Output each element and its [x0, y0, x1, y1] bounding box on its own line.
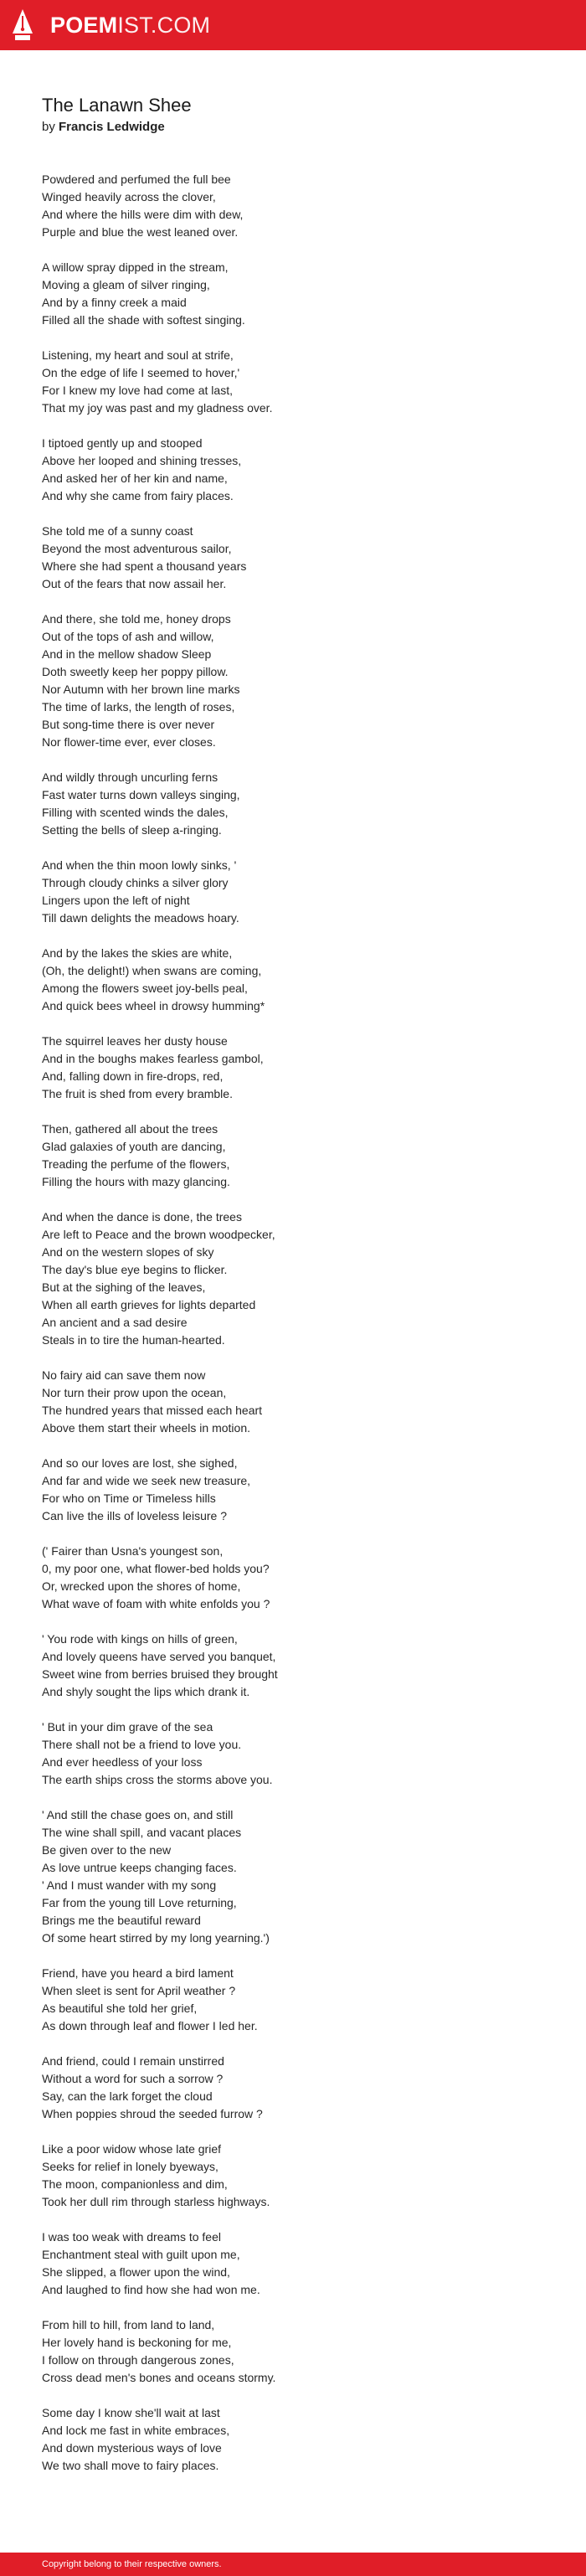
poem-line: That my joy was past and my gladness over.: [42, 401, 273, 415]
stanza: [42, 1033, 561, 1103]
poem-line: ' And I must wander with my song: [42, 1878, 217, 1892]
poem-line: Then, gathered all about the trees: [42, 1122, 218, 1136]
poem-line: She told me of a sunny coast: [42, 524, 193, 538]
poem-line: Powdered and perfumed the full bee: [42, 173, 231, 186]
poem-line: The time of larks, the length of roses,: [42, 700, 235, 714]
stanza: [42, 259, 561, 329]
stanza: [42, 2316, 561, 2387]
stanza: [42, 1543, 561, 1613]
poem-line: And, falling down in fire-drops, red,: [42, 1069, 224, 1083]
poem-line: Say, can the lark forget the cloud: [42, 2089, 213, 2103]
poem-line: And asked her of her kin and name,: [42, 471, 228, 485]
poem-line: Be given over to the new: [42, 1843, 172, 1857]
poem-line: And by the lakes the skies are white,: [42, 946, 233, 960]
poem-line: The fruit is shed from every bramble.: [42, 1087, 233, 1100]
byline: [42, 119, 561, 136]
poem-line: When sleet is sent for April weather ?: [42, 1984, 236, 1997]
poem-line: Her lovely hand is beckoning for me,: [42, 2336, 232, 2349]
poem-line: Beyond the most adventurous sailor,: [42, 542, 232, 555]
poem-line: And so our loves are lost, she sighed,: [42, 1456, 238, 1470]
poem-line: There shall not be a friend to love you.: [42, 1738, 242, 1751]
poem-line: Till dawn delights the meadows hoary.: [42, 911, 239, 925]
stanza: [42, 611, 561, 751]
stanza: [42, 2404, 561, 2475]
poem-line: And when the thin moon lowly sinks, ': [42, 858, 237, 872]
poem-line: For I knew my love had come at last,: [42, 384, 233, 397]
brand-light: IST.COM: [117, 13, 211, 38]
poem-line: And lock me fast in white embraces,: [42, 2424, 230, 2437]
poem-line: Treading the perfume of the flowers,: [42, 1157, 230, 1171]
poem-line: ' But in your dim grave of the sea: [42, 1720, 213, 1734]
poem-line: Among the flowers sweet joy-bells peal,: [42, 981, 248, 995]
poem-line: When all earth grieves for lights departed: [42, 1298, 256, 1311]
poem-line: And in the mellow shadow Sleep: [42, 647, 212, 661]
poem-line: Nor flower-time ever, ever closes.: [42, 735, 216, 749]
poem-line: Cross dead men's bones and oceans stormy.: [42, 2371, 276, 2384]
poem-content: [42, 94, 561, 2492]
poem-line: Fast water turns down valleys singing,: [42, 788, 240, 801]
poem-line: We two shall move to fairy places.: [42, 2459, 219, 2472]
poem-line: Setting the bells of sleep a-ringing.: [42, 823, 222, 837]
stanza: [42, 1718, 561, 1789]
poem-line: And down mysterious ways of love: [42, 2441, 222, 2455]
poem-line: And on the western slopes of sky: [42, 1245, 214, 1259]
poem-line: And far and wide we seek new treasure,: [42, 1474, 251, 1487]
poem-line: Nor Autumn with her brown line marks: [42, 683, 240, 696]
stanza: [42, 1631, 561, 1701]
poem-line: And ever heedless of your loss: [42, 1755, 203, 1769]
poem-line: The day's blue eye begins to flicker.: [42, 1263, 228, 1276]
stanza: [42, 347, 561, 417]
poem-line: Out of the tops of ash and willow,: [42, 630, 214, 643]
stanza: [42, 857, 561, 927]
stanza: [42, 2053, 561, 2123]
poem-line: Like a poor widow whose late grief: [42, 2142, 222, 2156]
stanza: [42, 1455, 561, 1525]
stanza: [42, 2228, 561, 2299]
stanza: [42, 1965, 561, 2035]
author-link[interactable]: Francis Ledwidge: [59, 120, 165, 134]
poem-line: Are left to Peace and the brown woodpecker,: [42, 1228, 275, 1241]
poem-line: Brings me the beautiful reward: [42, 1914, 201, 1927]
stanza: [42, 1806, 561, 1947]
stanza: [42, 171, 561, 241]
poem-line: And quick bees wheel in drowsy humming*: [42, 999, 265, 1012]
stanza: [42, 435, 561, 505]
poem-line: Doth sweetly keep her poppy pillow.: [42, 665, 229, 678]
poem-line: Nor turn their prow upon the ocean,: [42, 1386, 227, 1399]
poem-line: Can live the ills of loveless leisure ?: [42, 1509, 227, 1522]
poem-line: Seeks for relief in lonely byeways,: [42, 2160, 218, 2173]
site-logo-link[interactable]: [50, 12, 210, 39]
poem-line: Filling with scented winds the dales,: [42, 806, 229, 819]
poem-line: Glad galaxies of youth are dancing,: [42, 1140, 226, 1153]
poem-line: Friend, have you heard a bird lament: [42, 1966, 234, 1980]
poem-line: Winged heavily across the clover,: [42, 190, 216, 204]
site-header: [0, 0, 586, 50]
poem-line: And when the dance is done, the trees: [42, 1210, 242, 1224]
poem-line: Above her looped and shining tresses,: [42, 454, 242, 467]
poem-line: The hundred years that missed each heart: [42, 1404, 263, 1417]
poem-line: And where the hills were dim with dew,: [42, 208, 244, 221]
poem-line: As down through leaf and flower I led her.: [42, 2019, 258, 2032]
poem-line: But at the sighing of the leaves,: [42, 1280, 206, 1294]
copyright-text: Copyright belong to their respective owners.: [42, 2559, 222, 2569]
poem-line: A willow spray dipped in the stream,: [42, 260, 229, 274]
poem-line: She slipped, a flower upon the wind,: [42, 2265, 230, 2279]
poem-line: From hill to hill, from land to land,: [42, 2318, 215, 2331]
poem-line: Purple and blue the west leaned over.: [42, 225, 239, 239]
poem-line: On the edge of life I seemed to hover,': [42, 366, 240, 379]
poem-line: And lovely queens have served you banquet,: [42, 1650, 276, 1663]
by-prefix: by: [42, 120, 55, 134]
poem-line: Filled all the shade with softest singing.: [42, 313, 245, 327]
poem-line: The moon, companionless and dim,: [42, 2177, 228, 2191]
poem-line: Or, wrecked upon the shores of home,: [42, 1579, 241, 1593]
poem-line: Through cloudy chinks a silver glory: [42, 876, 229, 889]
pen-nib-icon[interactable]: [12, 8, 33, 42]
poem-line: I tiptoed gently up and stooped: [42, 436, 203, 450]
poem-line: Took her dull rim through starless highways.: [42, 2195, 270, 2208]
poem-line: And why she came from fairy places.: [42, 489, 234, 502]
poem-line: Out of the fears that now assail her.: [42, 577, 227, 590]
poem-line: Some day I know she'll wait at last: [42, 2406, 220, 2419]
stanza: [42, 1367, 561, 1437]
poem-line: And shyly sought the lips which drank it.: [42, 1685, 250, 1698]
stanza: [42, 769, 561, 839]
poem-line: Listening, my heart and soul at strife,: [42, 348, 234, 362]
poem-line: Sweet wine from berries bruised they brought: [42, 1667, 278, 1681]
poem-line: And laughed to find how she had won me.: [42, 2283, 260, 2296]
poem-line: Above them start their wheels in motion.: [42, 1421, 251, 1435]
poem-line: Without a word for such a sorrow ?: [42, 2072, 224, 2085]
stanza: [42, 1121, 561, 1191]
poem-line: As beautiful she told her grief,: [42, 2002, 198, 2015]
poem-title: The Lanawn Shee: [42, 95, 192, 116]
poem-line: And friend, could I remain unstirred: [42, 2054, 224, 2068]
poem-line: And wildly through uncurling ferns: [42, 770, 218, 784]
poem-line: And in the boughs makes fearless gambol,: [42, 1052, 264, 1065]
poem-line: And by a finny creek a maid: [42, 296, 187, 309]
stanza: [42, 945, 561, 1015]
poem-line: ' You rode with kings on hills of green,: [42, 1632, 238, 1646]
poem-line: I follow on through dangerous zones,: [42, 2353, 234, 2367]
poem-line: An ancient and a sad desire: [42, 1316, 188, 1329]
stanza: [42, 2141, 561, 2211]
poem-line: (Oh, the delight!) when swans are coming,: [42, 964, 262, 977]
poem-line: Where she had spent a thousand years: [42, 559, 247, 573]
poem-line: 0, my poor one, what flower-bed holds you?: [42, 1562, 270, 1575]
poem-line: No fairy aid can save them now: [42, 1368, 206, 1382]
poem-line: As love untrue keeps changing faces.: [42, 1861, 237, 1874]
poem-line: (' Fairer than Usna's youngest son,: [42, 1544, 224, 1558]
poem-line: And there, she told me, honey drops: [42, 612, 231, 626]
poem-line: Enchantment steal with guilt upon me,: [42, 2248, 240, 2261]
poem-line: ' And still the chase goes on, and still: [42, 1808, 234, 1821]
poem-line: What wave of foam with white enfolds you ?: [42, 1597, 270, 1610]
stanza: [42, 1208, 561, 1349]
poem-line: Filling the hours with mazy glancing.: [42, 1175, 230, 1188]
poem-line: Far from the young till Love returning,: [42, 1896, 237, 1909]
poem-line: I was too weak with dreams to feel: [42, 2230, 221, 2244]
poem-line: The earth ships cross the storms above you.: [42, 1773, 273, 1786]
poem-line: When poppies shroud the seeded furrow ?: [42, 2107, 263, 2120]
poem-line: Of some heart stirred by my long yearning.'): [42, 1931, 270, 1945]
poem-line: The wine shall spill, and vacant places: [42, 1826, 242, 1839]
poem-line: But song-time there is over never: [42, 718, 215, 731]
poem-line: For who on Time or Timeless hills: [42, 1492, 216, 1505]
poem-line: The squirrel leaves her dusty house: [42, 1034, 228, 1048]
poem-body: [42, 171, 561, 2475]
poem-line: Steals in to tire the human-hearted.: [42, 1333, 225, 1347]
stanza: [42, 523, 561, 593]
site-footer: [0, 2553, 586, 2576]
poem-line: Lingers upon the left of night: [42, 894, 190, 907]
brand-bold: POEM: [50, 13, 118, 38]
poem-line: Moving a gleam of silver ringing,: [42, 278, 210, 291]
